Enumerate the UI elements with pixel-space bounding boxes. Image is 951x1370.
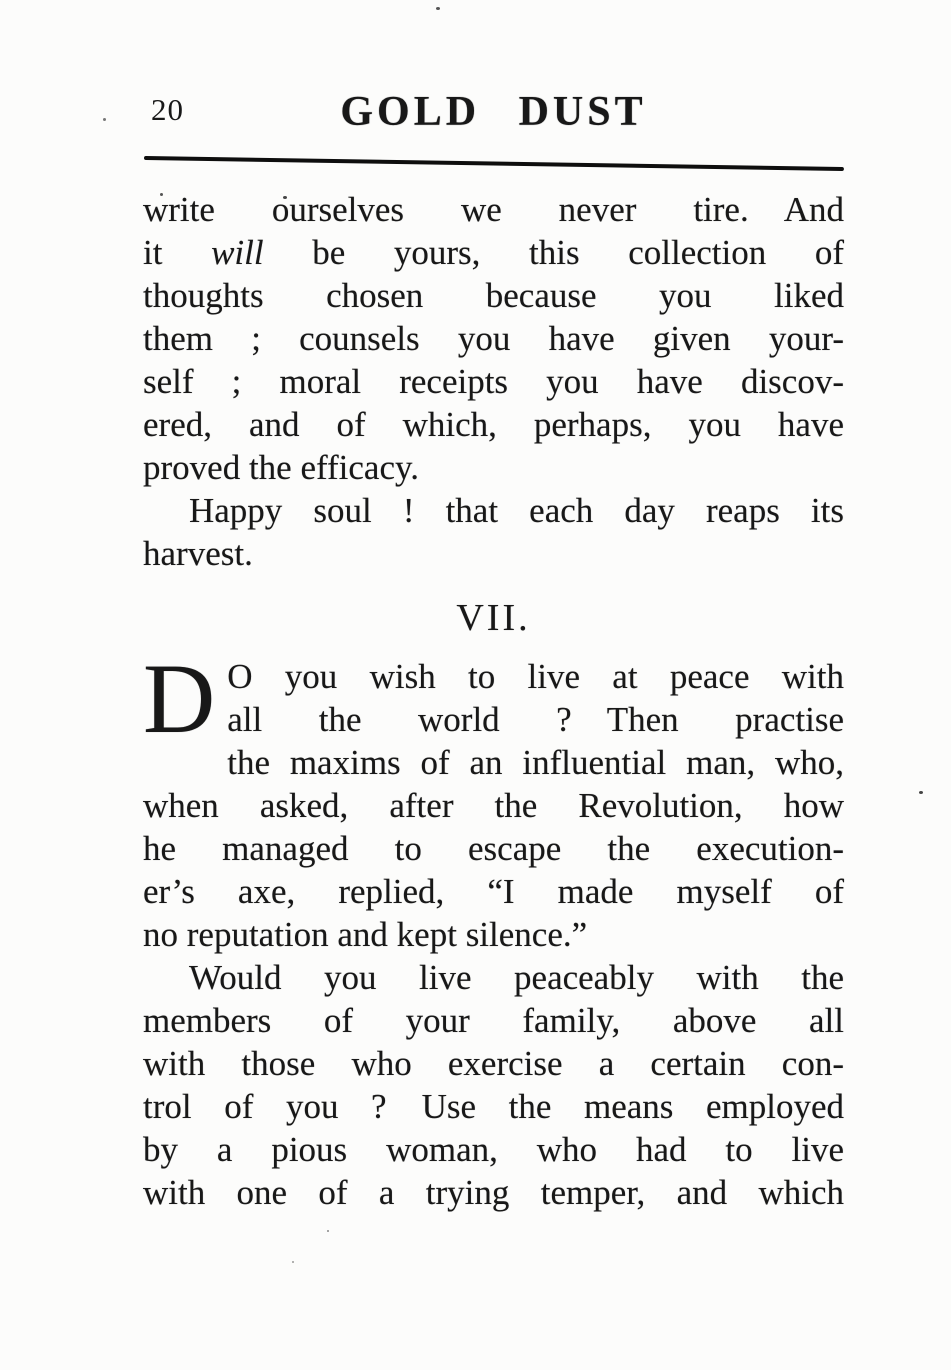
text-line: by a pious woman, who had to live: [143, 1130, 844, 1169]
text-line: harvest.: [143, 534, 253, 573]
text-line: thoughts chosen because you liked: [143, 276, 844, 315]
text-line: Happy soul ! that each day reaps its: [189, 491, 844, 530]
scan-speck: [103, 118, 106, 121]
text-line: when asked, after the Revolution, how: [143, 786, 844, 825]
scan-speck: [327, 1230, 329, 1232]
text-line: self ; moral receipts you have discov-: [143, 362, 844, 401]
text-line: [143, 231, 844, 274]
text-run: be yours, this collection of: [263, 233, 844, 272]
text-line: write ourselves we never tire. And: [143, 190, 844, 229]
text-line: O you wish to live at peace with: [227, 657, 844, 696]
drop-cap: D: [143, 643, 216, 754]
scan-speck: [292, 1261, 294, 1263]
section-heading: VII.: [456, 597, 531, 639]
paragraph-4: [143, 956, 844, 1214]
text-line: all the world ? Then practise: [227, 700, 844, 739]
text-line: er’s axe, replied, “I made myself of: [143, 872, 844, 911]
text-line: ered, and of which, perhaps, you have: [143, 405, 844, 444]
paragraph-1: [143, 188, 844, 489]
running-title: GOLD DUST: [340, 89, 647, 135]
text-line: no reputation and kept silence.”: [143, 915, 588, 954]
text-line: he managed to escape the execution-: [143, 829, 844, 868]
page-content: [143, 0, 844, 1212]
text-line: with those who exercise a certain con-: [143, 1044, 844, 1083]
text-line: proved the efficacy.: [143, 448, 419, 487]
page-body: [143, 188, 844, 1214]
text-line: them ; counsels you have given your-: [143, 319, 844, 358]
paragraph-2: [143, 489, 844, 575]
text-line: members of your family, above all: [143, 1001, 844, 1040]
text-line: the maxims of an influential man, who,: [227, 743, 844, 782]
running-header: [143, 88, 844, 148]
scan-speck: [919, 791, 923, 794]
text-line: Would you live peaceably with the: [189, 958, 844, 997]
text-run: it: [143, 233, 212, 272]
italic-word: will: [211, 233, 264, 272]
text-line: with one of a trying temper, and which: [143, 1173, 844, 1212]
text-line: trol of you ? Use the means employed: [143, 1087, 844, 1126]
paragraph-3: [143, 643, 844, 956]
page-number: 20: [151, 92, 184, 127]
header-rule: [144, 156, 844, 171]
